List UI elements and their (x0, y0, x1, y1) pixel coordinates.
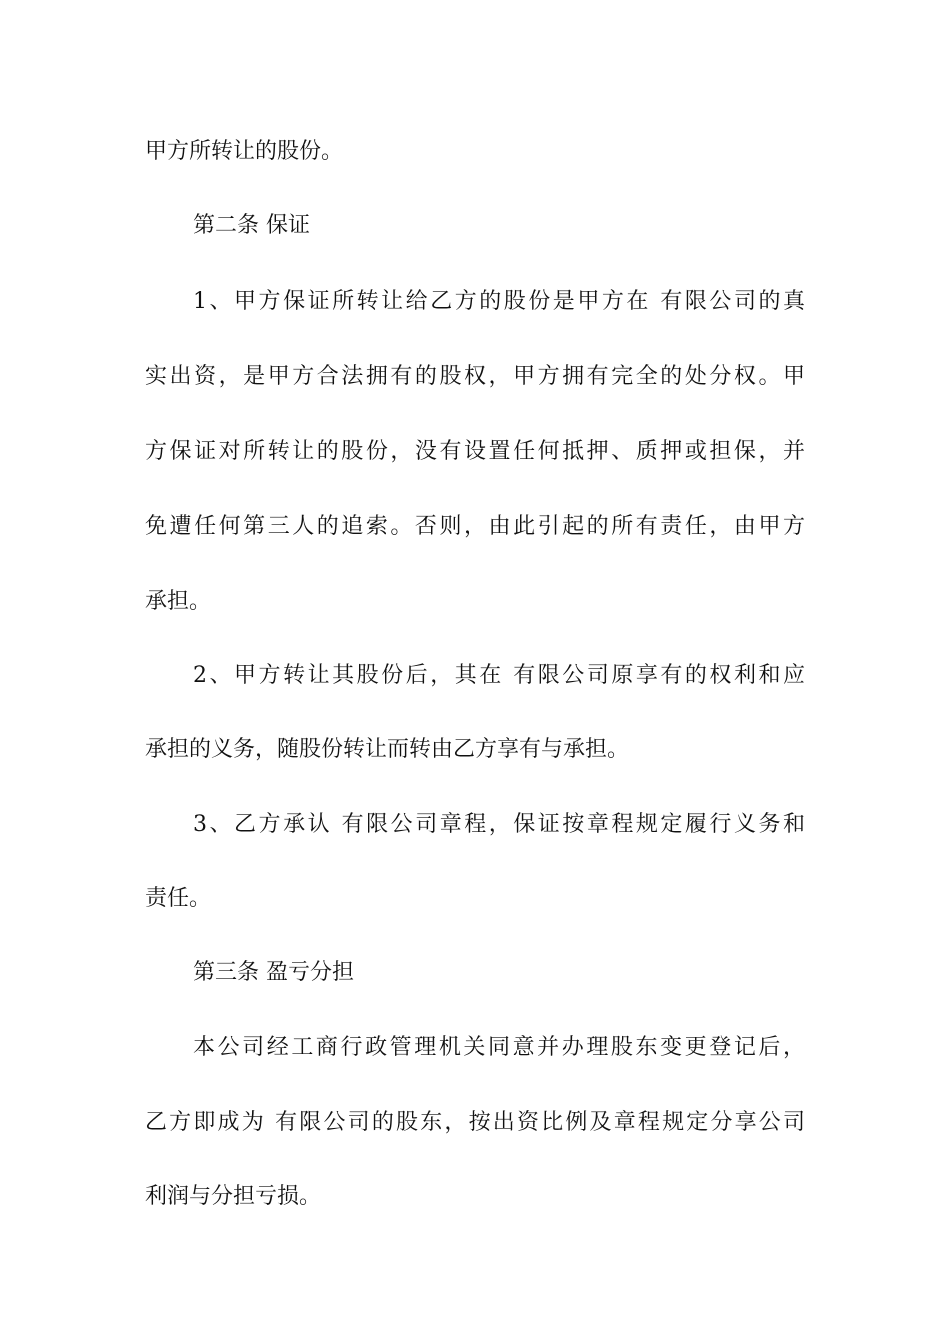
text-line: 承担的义务，随股份转让而转由乙方享有与承担。 (145, 737, 630, 762)
document-page (145, 0, 805, 1344)
text-line: 甲方所转让的股份。 (145, 139, 344, 164)
text-line: 3、乙方承认 有限公司章程，保证按章程规定履行义务和 (193, 812, 805, 837)
text-line: 承担。 (145, 589, 212, 614)
text-line: 方保证对所转让的股份，没有设置任何抵押、质押或担保，并 (145, 439, 805, 464)
section-heading: 第三条 盈亏分担 (193, 960, 354, 985)
text-line: 实出资，是甲方合法拥有的股权，甲方拥有完全的处分权。甲 (145, 364, 805, 389)
text-line: 2、甲方转让其股份后，其在 有限公司原享有的权利和应 (193, 663, 805, 688)
text-line: 责任。 (145, 886, 212, 911)
section-heading: 第二条 保证 (193, 213, 310, 238)
text-line: 利润与分担亏损。 (145, 1184, 322, 1209)
text-line: 1、甲方保证所转让给乙方的股份是甲方在 有限公司的真 (193, 289, 805, 314)
text-line: 本公司经工商行政管理机关同意并办理股东变更登记后， (193, 1035, 805, 1060)
text-line: 免遭任何第三人的追索。否则，由此引起的所有责任，由甲方 (145, 514, 805, 539)
text-line: 乙方即成为 有限公司的股东，按出资比例及章程规定分享公司 (145, 1110, 805, 1135)
